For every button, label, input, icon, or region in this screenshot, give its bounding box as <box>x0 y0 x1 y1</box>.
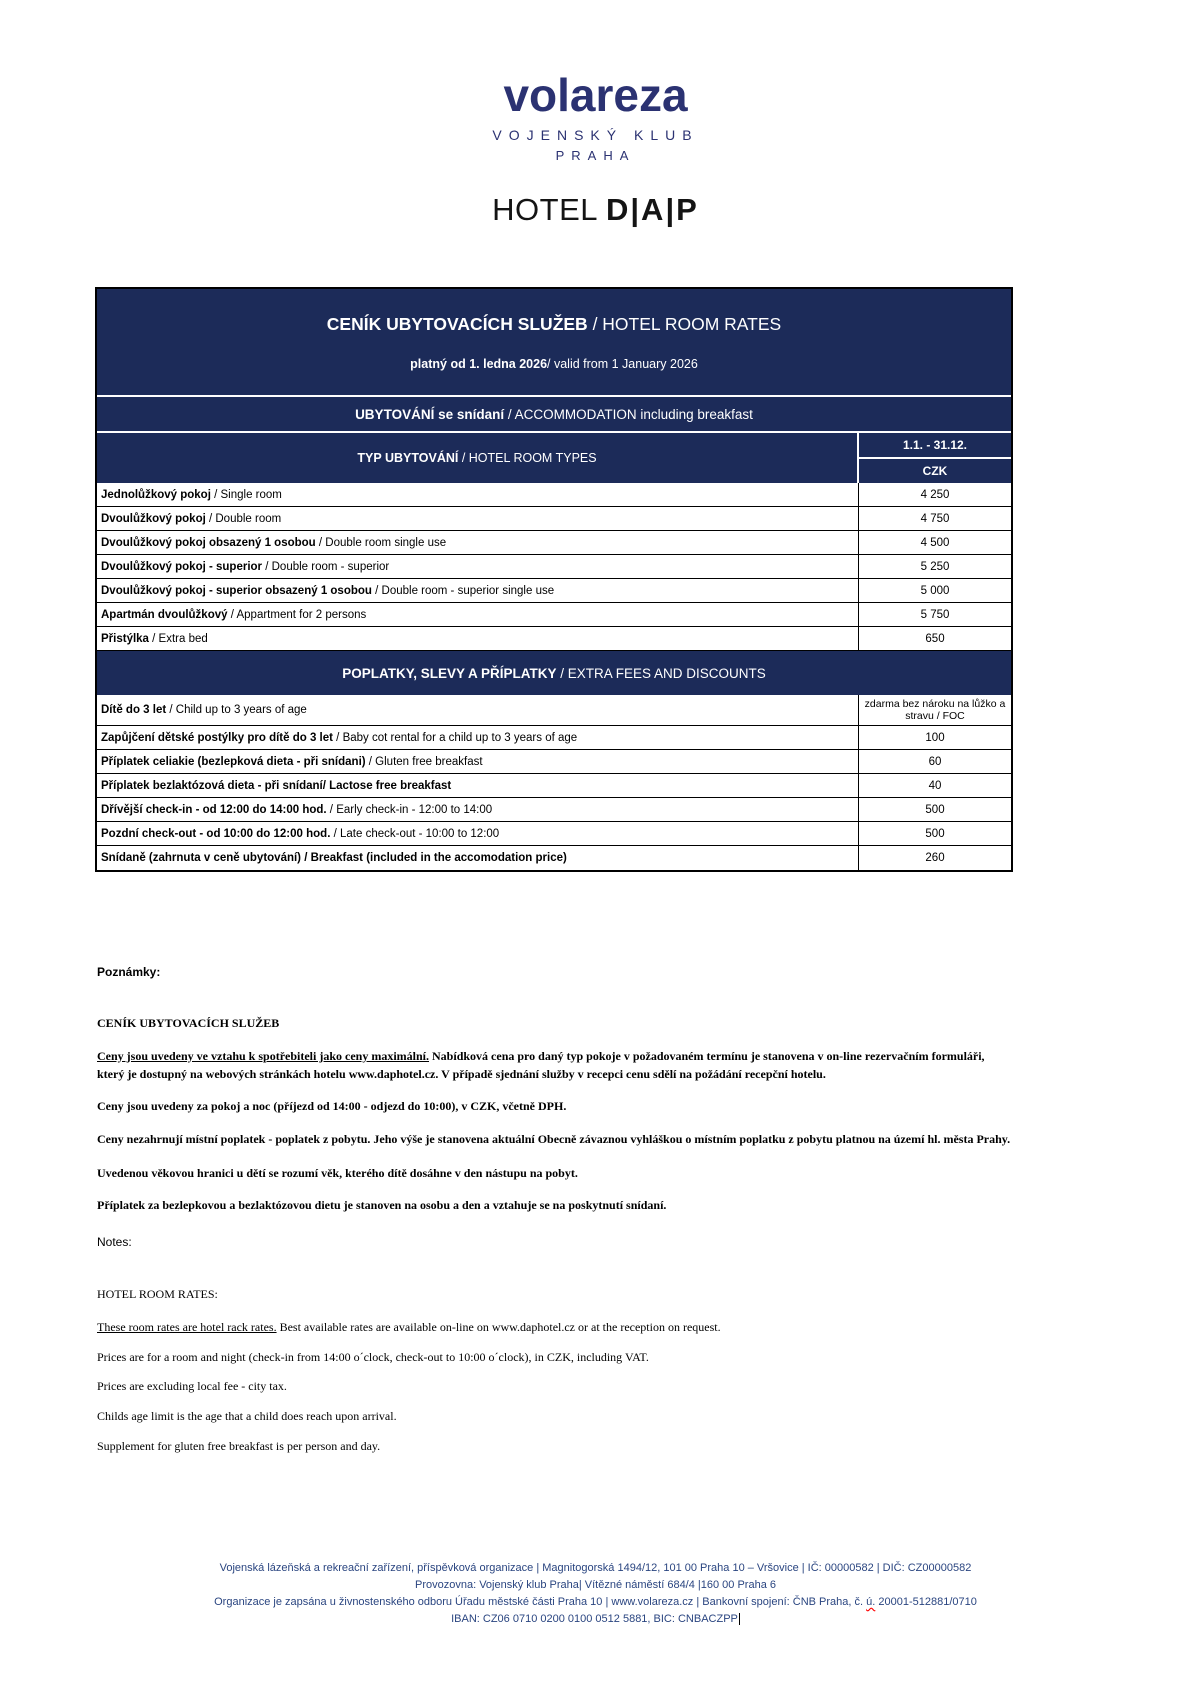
table-row <box>97 603 1011 627</box>
table-title-cz: CENÍK UBYTOVACÍCH SLUŽEB <box>326 313 588 334</box>
row-price: 5 250 <box>920 560 950 573</box>
notes-cz-para1: Ceny jsou uvedeny ve vztahu k spotřebiteli jako ceny maximální. Nabídková cena pro daný typ pokoje v požadovaném termínu je stanovena v on-line rezervačním formuláři, který je dostupný na webových stránkách hotelu www.daphotel.cz. V případě sjednání služby v recepci cenu sdělí na požádání recepční hotelu. <box>97 1048 985 1082</box>
table-row <box>97 579 1011 603</box>
hotel-title-name: D|A|P <box>606 192 699 227</box>
table-title-block <box>97 289 1011 397</box>
row-label: Příplatek celiakie (bezlepková dieta - při snídani) / Gluten free breakfast <box>97 750 859 773</box>
hotel-title-prefix: HOTEL <box>492 192 606 227</box>
notes-cz-heading: CENÍK UBYTOVACÍCH SLUŽEB <box>97 1016 280 1030</box>
logo-subtitle: VOJENSKÝ KLUB <box>492 127 699 143</box>
notes-en-para3: Prices are excluding local fee - city tax. <box>97 1379 287 1394</box>
notes-en-para4: Childs age limit is the age that a child does reach upon arrival. <box>97 1409 397 1424</box>
row-price: 60 <box>928 755 942 768</box>
row-label: Jednolůžkový pokoj / Single room <box>97 483 859 506</box>
notes-en-para1: These room rates are hotel rack rates. Best available rates are available on-line on www.daphotel.cz or at the reception on request. <box>97 1319 721 1334</box>
table-row <box>97 483 1011 507</box>
row-label: Dřívější check-in - od 12:00 do 14:00 hod. / Early check-in - 12:00 to 14:00 <box>97 798 859 821</box>
section-accommodation <box>97 397 1011 433</box>
row-label: Příplatek bezlaktózová dieta - při snídaní/ Lactose free breakfast <box>97 774 859 797</box>
table-row <box>97 822 1011 846</box>
row-price: zdarma bez nároku na lůžko a stravu / FOC <box>864 697 1006 722</box>
row-price: 40 <box>928 779 942 792</box>
table-row <box>97 774 1011 798</box>
column-header-row <box>97 433 1011 483</box>
footer-line3: Organizace je zapsána u živnostenského odboru Úřadu městské části Praha 10 | www.volareza.cz | Bankovní spojení: ČNB Praha, č. ú. 20001-512881/0710 <box>214 1596 977 1608</box>
row-price: 4 250 <box>920 488 950 501</box>
row-price: 650 <box>925 632 945 645</box>
notes-cz-para2: Ceny jsou uvedeny za pokoj a noc (příjezd od 14:00 - odjezd do 10:00), v CZK, včetně DPH. <box>97 1098 567 1113</box>
row-label: Dvoulůžkový pokoj / Double room <box>97 507 859 530</box>
table-row <box>97 555 1011 579</box>
table-row <box>97 627 1011 651</box>
table-validity-cz: platný od 1. ledna 2026 <box>410 356 548 371</box>
colhead-cz: TYP UBYTOVÁNÍ <box>357 451 459 465</box>
section2-cz: POPLATKY, SLEVY A PŘÍPLATKY <box>342 665 557 681</box>
notes-cz-para3: Ceny nezahrnují místní poplatek - poplatek z pobytu. Jeho výše je stanovena aktuální Obecně závaznou vyhláškou o místním poplatku z pobytu platnou na území hl. města Prahy. <box>97 1132 1011 1147</box>
row-label: Snídaně (zahrnuta v ceně ubytování) / Breakfast (included in the accomodation price) <box>97 846 859 870</box>
row-price: 5 000 <box>920 584 950 597</box>
row-price: 4 500 <box>920 536 950 549</box>
notes-cz-label: Poznámky: <box>97 965 161 979</box>
logo-city: PRAHA <box>555 148 636 163</box>
table-title <box>327 314 781 335</box>
row-price: 260 <box>925 852 945 864</box>
notes-en-label: Notes: <box>97 1235 132 1249</box>
row-label: Dítě do 3 let / Child up to 3 years of age <box>97 695 859 725</box>
row-label: Pozdní check-out - od 10:00 do 12:00 hod. / Late check-out - 10:00 to 12:00 <box>97 822 859 845</box>
notes-cz-para4: Uvedenou věkovou hranici u dětí se rozumí věk, kterého dítě dosáhne v den nástupu na pobyt. <box>97 1165 578 1180</box>
section2-en: / EXTRA FEES AND DISCOUNTS <box>556 665 766 681</box>
logo-brand-text: volareza <box>503 69 688 121</box>
footer-line1: Vojenská lázeňská a rekreační zařízení, příspěvková organizace | Magnitogorská 1494/12, 101 00 Praha 10 – Vršovice | IČ: 00000582 | DIČ: CZ00000582 <box>219 1562 972 1574</box>
table-row <box>97 507 1011 531</box>
spellcheck-underline: ú. <box>866 1596 876 1608</box>
footer-line2: Provozovna: Vojenský klub Praha| Vítězné náměstí 684/4 |160 00 Praha 6 <box>415 1579 776 1591</box>
row-price: 4 750 <box>920 512 950 525</box>
colhead-en: / HOTEL ROOM TYPES <box>458 451 597 465</box>
document-footer <box>0 1560 1191 1628</box>
table-row <box>97 726 1011 750</box>
volareza-logo <box>0 69 1191 163</box>
row-label: Zapůjčení dětské postýlky pro dítě do 3 let / Baby cot rental for a child up to 3 years of age <box>97 726 859 749</box>
row-label: Přistýlka / Extra bed <box>97 627 859 650</box>
row-label: Dvoulůžkový pokoj obsazený 1 osobou / Double room single use <box>97 531 859 554</box>
column-header-room-types <box>97 433 859 483</box>
rates-table <box>95 287 1013 872</box>
table-row <box>97 695 1011 726</box>
currency-header: CZK <box>922 464 948 478</box>
table-row <box>97 750 1011 774</box>
row-price: 100 <box>925 731 945 744</box>
hotel-title <box>0 192 1191 228</box>
notes-cz-para5: Příplatek za bezlepkovou a bezlaktózovou dietu je stanoven na osobu a den a vztahuje se na poskytnutí snídaní. <box>97 1197 667 1212</box>
table-validity-en: / valid from 1 January 2026 <box>547 356 698 371</box>
column-header-period-czk <box>859 433 1011 483</box>
row-label: Dvoulůžkový pokoj - superior obsazený 1 osobou / Double room - superior single use <box>97 579 859 602</box>
text-cursor <box>739 1613 740 1625</box>
table-validity <box>410 357 698 371</box>
notes-en-block <box>97 1286 1013 1468</box>
table-title-en: / HOTEL ROOM RATES <box>587 313 782 334</box>
table-row <box>97 531 1011 555</box>
section-extra-fees <box>97 651 1011 695</box>
row-price: 500 <box>925 827 945 840</box>
period-header: 1.1. - 31.12. <box>859 433 1011 459</box>
section1-cz: UBYTOVÁNÍ se snídaní <box>355 406 505 422</box>
footer-line4: IBAN: CZ06 0710 0200 0100 0512 5881, BIC: CNBACZPP <box>451 1613 738 1625</box>
row-price: 5 750 <box>920 608 950 621</box>
notes-en-para5: Supplement for gluten free breakfast is per person and day. <box>97 1438 381 1453</box>
table-row <box>97 846 1011 870</box>
notes-cz-block <box>97 1014 1013 1227</box>
table-row <box>97 798 1011 822</box>
notes-en-heading: HOTEL ROOM RATES: <box>97 1287 218 1301</box>
row-label: Dvoulůžkový pokoj - superior / Double room - superior <box>97 555 859 578</box>
section1-en: / ACCOMMODATION including breakfast <box>504 406 753 422</box>
notes-en-para2: Prices are for a room and night (check-in from 14:00 o´clock, check-out to 10:00 o´clock), in CZK, including VAT. <box>97 1349 649 1364</box>
row-price: 500 <box>925 803 945 816</box>
row-label: Apartmán dvoulůžkový / Appartment for 2 persons <box>97 603 859 626</box>
